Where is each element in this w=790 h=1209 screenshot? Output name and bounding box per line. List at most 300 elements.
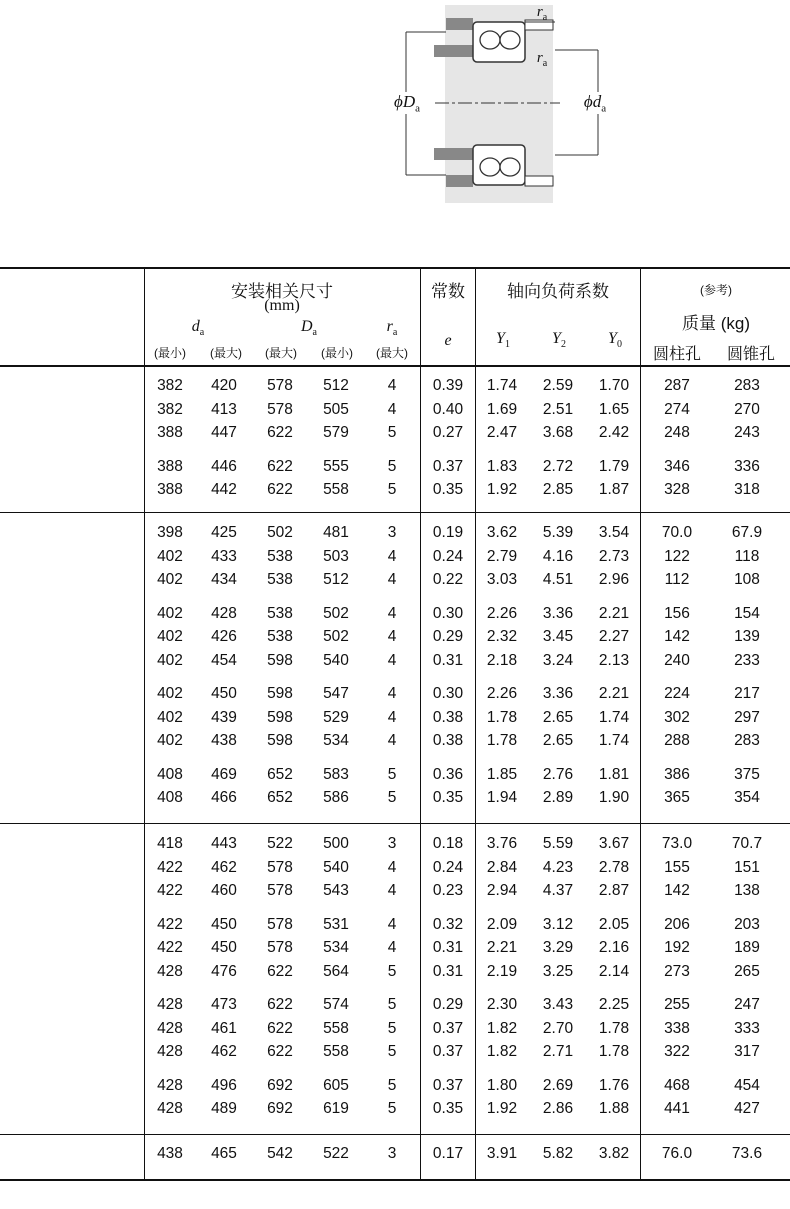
table-cell: 138 (734, 882, 760, 899)
table-cell: 3.24 (542, 651, 574, 669)
table-cell: 622 (267, 962, 293, 980)
table-cell: 558 (323, 1019, 349, 1037)
table-cell: 302 (664, 708, 690, 726)
table-cell: 454 (211, 651, 237, 669)
table-cell: 450 (211, 939, 237, 956)
group-separator (0, 512, 790, 513)
table-cell: 4 (387, 939, 397, 956)
table-cell: 4 (387, 708, 397, 726)
table-cell: 402 (157, 547, 183, 565)
table-cell: 0.37 (432, 1043, 464, 1060)
table-cell: 0.30 (432, 685, 464, 702)
table-cell: 154 (734, 604, 760, 622)
table-cell: 512 (323, 377, 349, 394)
table-cell: 0.17 (432, 1145, 464, 1162)
table-cell: 4 (387, 685, 397, 702)
table-cell: 598 (267, 651, 293, 669)
table-cell: 538 (267, 547, 293, 565)
table-cell: 3.91 (486, 1145, 518, 1162)
column-divider (640, 267, 641, 1181)
table-cell: 622 (267, 1043, 293, 1060)
table-cell: 156 (664, 604, 690, 622)
table-cell: 3.62 (486, 524, 518, 541)
table-cell: 2.21 (486, 939, 518, 956)
table-cell: 2.72 (542, 457, 574, 475)
table-cell: 578 (267, 400, 293, 418)
table-cell: 4 (387, 915, 397, 933)
table-cell: 1.88 (598, 1100, 630, 1117)
table-cell: 443 (211, 835, 237, 852)
table-cell: 338 (664, 1019, 690, 1037)
table-cell: 0.36 (432, 765, 464, 783)
table-cell: 598 (267, 708, 293, 726)
table-cell: 522 (323, 1145, 349, 1162)
table-cell: 1.90 (598, 789, 630, 806)
table-cell: 402 (157, 685, 183, 702)
table-cell: 2.26 (486, 685, 518, 702)
table-cell: 3.82 (598, 1145, 630, 1162)
table-cell: 0.37 (432, 1076, 464, 1094)
table-cell: 529 (323, 708, 349, 726)
table-cell: 375 (734, 765, 760, 783)
table-cell: 503 (323, 547, 349, 565)
e-column-heading: e (444, 332, 452, 349)
table-cell: 70.0 (661, 524, 693, 541)
table-cell: 534 (323, 732, 349, 749)
table-cell: 422 (157, 858, 183, 876)
table-cell: 248 (664, 424, 690, 441)
table-cell: 428 (157, 996, 183, 1013)
table-cell: 270 (734, 400, 760, 418)
table-cell: 243 (734, 424, 760, 441)
table-cell: 382 (157, 377, 183, 394)
table-cell: 2.65 (542, 732, 574, 749)
table-cell: 502 (267, 524, 293, 541)
table-cell: 540 (323, 858, 349, 876)
table-cell: 428 (157, 1019, 183, 1037)
ra-label-top: $r_a$ (536, 4, 548, 23)
table-cell: 402 (157, 571, 183, 588)
table-cell: 438 (157, 1145, 183, 1162)
table-cell: 2.18 (486, 651, 518, 669)
table-cell: 402 (157, 651, 183, 669)
table-cell: 598 (267, 732, 293, 749)
table-cell: 288 (664, 732, 690, 749)
table-cell: 402 (157, 708, 183, 726)
table-cell: 622 (267, 1019, 293, 1037)
table-cell: 287 (664, 377, 690, 394)
table-cell: 418 (157, 835, 183, 852)
table-cell: 4 (387, 547, 397, 565)
table-cell: 543 (323, 882, 349, 899)
table-cell: 5.59 (542, 835, 574, 852)
table-cell: 3.12 (542, 915, 574, 933)
table-cell: 578 (267, 939, 293, 956)
table-cell: 297 (734, 708, 760, 726)
table-cell: 442 (211, 481, 237, 498)
table-cell: 1.81 (598, 765, 630, 783)
table-cell: 0.32 (432, 915, 464, 933)
table-cell: 2.96 (598, 571, 630, 588)
table-top-rule (0, 267, 790, 269)
table-cell: 5 (387, 457, 397, 475)
table-cell: 3.25 (542, 962, 574, 980)
table-cell: 2.78 (598, 858, 630, 876)
table-cell: 428 (157, 1076, 183, 1094)
table-cell: 450 (211, 685, 237, 702)
table-cell: 558 (323, 1043, 349, 1060)
table-cell: 2.19 (486, 962, 518, 980)
table-cell: 2.87 (598, 882, 630, 899)
table-cell: 426 (211, 628, 237, 645)
table-cell: 438 (211, 732, 237, 749)
table-cell: 402 (157, 628, 183, 645)
table-cell: 4 (387, 571, 397, 588)
table-cell: 3.36 (542, 604, 574, 622)
table-cell: 500 (323, 835, 349, 852)
table-cell: 2.59 (542, 377, 574, 394)
table-cell: 0.38 (432, 732, 464, 749)
table-cell: 1.94 (486, 789, 518, 806)
table-cell: 446 (211, 457, 237, 475)
table-cell: 1.78 (486, 732, 518, 749)
table-cell: 0.35 (432, 481, 464, 498)
table-cell: 2.30 (486, 996, 518, 1013)
table-cell: 317 (734, 1043, 760, 1060)
table-cell: 605 (323, 1076, 349, 1094)
table-cell: 189 (734, 939, 760, 956)
table-cell: 1.85 (486, 765, 518, 783)
table-cell: 531 (323, 915, 349, 933)
table-cell: 2.26 (486, 604, 518, 622)
table-cell: 428 (157, 1043, 183, 1060)
table-cell: 465 (211, 1145, 237, 1162)
table-cell: 598 (267, 685, 293, 702)
min-label: (最小) (321, 346, 353, 360)
table-cell: 386 (664, 765, 690, 783)
min-label: (最小) (154, 346, 186, 360)
table-cell: 579 (323, 424, 349, 441)
table-cell: 5 (387, 424, 397, 441)
table-cell: 441 (664, 1100, 690, 1117)
table-cell: 2.27 (598, 628, 630, 645)
table-cell: 224 (664, 685, 690, 702)
table-cell: 1.87 (598, 481, 630, 498)
table-cell: 346 (664, 457, 690, 475)
table-cell: 151 (734, 858, 760, 876)
table-cell: 155 (664, 858, 690, 876)
table-cell: 433 (211, 547, 237, 565)
table-cell: 413 (211, 400, 237, 418)
table-cell: 5 (387, 1076, 397, 1094)
table-cell: 555 (323, 457, 349, 475)
table-cell: 5 (387, 962, 397, 980)
table-cell: 1.70 (598, 377, 630, 394)
table-cell: 2.05 (598, 915, 630, 933)
table-cell: 3 (387, 524, 397, 541)
table-cell: 420 (211, 377, 237, 394)
table-cell: 233 (734, 651, 760, 669)
table-cell: 5 (387, 996, 397, 1013)
table-cell: 5 (387, 481, 397, 498)
table-cell: 0.39 (432, 377, 464, 394)
table-cell: 0.22 (432, 571, 464, 588)
table-cell: 112 (664, 571, 690, 588)
table-cell: 402 (157, 732, 183, 749)
table-cell: 4 (387, 604, 397, 622)
table-cell: 142 (664, 628, 690, 645)
table-cell: 469 (211, 765, 237, 783)
table-cell: 3.29 (542, 939, 574, 956)
table-cell: 70.7 (731, 835, 763, 852)
table-cell: 265 (734, 962, 760, 980)
table-cell: 583 (323, 765, 349, 783)
table-cell: 652 (267, 789, 293, 806)
table-cell: 558 (323, 481, 349, 498)
table-cell: 108 (734, 571, 760, 588)
table-cell: 122 (664, 547, 690, 565)
table-cell: 4 (387, 377, 397, 394)
table-cell: 1.82 (486, 1043, 518, 1060)
table-cell: 0.37 (432, 457, 464, 475)
table-cell: 428 (157, 1100, 183, 1117)
unit-mm: (mm) (264, 297, 300, 314)
table-cell: 4.37 (542, 882, 574, 899)
table-cell: 273 (664, 962, 690, 980)
table-cell: 1.78 (486, 708, 518, 726)
table-cell: 502 (323, 628, 349, 645)
table-cell: 388 (157, 424, 183, 441)
ra-column-heading: $r_a$ (386, 318, 398, 339)
table-cell: 3.67 (598, 835, 630, 852)
table-cell: 2.71 (542, 1043, 574, 1060)
table-cell: 489 (211, 1100, 237, 1117)
max-label: (最大) (376, 346, 408, 360)
constant-heading: 常数 (431, 282, 465, 301)
table-cell: 0.38 (432, 708, 464, 726)
table-cell: 578 (267, 377, 293, 394)
table-cell: 3.03 (486, 571, 518, 588)
table-cell: 496 (211, 1076, 237, 1094)
table-cell: 538 (267, 604, 293, 622)
table-cell: 1.83 (486, 457, 518, 475)
table-cell: 462 (211, 858, 237, 876)
table-cell: 240 (664, 651, 690, 669)
dimension-table (0, 267, 790, 1187)
table-cell: 4 (387, 858, 397, 876)
table-cell: 73.6 (731, 1145, 763, 1162)
table-cell: 1.78 (598, 1043, 630, 1060)
max-label: (最大) (210, 346, 242, 360)
column-divider (475, 267, 476, 1181)
group-separator (0, 1134, 790, 1135)
table-cell: 365 (664, 789, 690, 806)
table-cell: 3.68 (542, 424, 574, 441)
table-cell: 139 (734, 628, 760, 645)
table-cell: 1.74 (486, 377, 518, 394)
table-cell: 2.47 (486, 424, 518, 441)
table-cell: 2.94 (486, 882, 518, 899)
table-cell: 408 (157, 789, 183, 806)
table-cell: 328 (664, 481, 690, 498)
header-bottom-rule (0, 365, 790, 367)
table-cell: 1.78 (598, 1019, 630, 1037)
table-cell: 76.0 (661, 1145, 693, 1162)
table-cell: 622 (267, 424, 293, 441)
table-cell: 3.54 (598, 524, 630, 541)
table-cell: 5 (387, 789, 397, 806)
cylindrical-bore-heading: 圆柱孔 (652, 346, 702, 363)
table-cell: 4.16 (542, 547, 574, 565)
table-cell: 578 (267, 882, 293, 899)
table-cell: 2.65 (542, 708, 574, 726)
table-cell: 382 (157, 400, 183, 418)
table-cell: 0.30 (432, 604, 464, 622)
table-cell: 538 (267, 571, 293, 588)
table-cell: 1.65 (598, 400, 630, 418)
Y1-column-heading: $Y_1$ (496, 330, 510, 351)
table-cell: 4 (387, 628, 397, 645)
table-cell: 425 (211, 524, 237, 541)
table-cell: 333 (734, 1019, 760, 1037)
group-separator (0, 823, 790, 824)
table-cell: 422 (157, 915, 183, 933)
table-cell: 0.40 (432, 400, 464, 418)
table-cell: 538 (267, 628, 293, 645)
table-cell: 283 (734, 732, 760, 749)
table-cell: 3 (387, 835, 397, 852)
table-cell: 428 (157, 962, 183, 980)
mounting-dimensions-heading: 安装相关尺寸 (231, 282, 333, 301)
table-cell: 512 (323, 571, 349, 588)
table-cell: 5 (387, 765, 397, 783)
table-cell: 4.51 (542, 571, 574, 588)
table-cell: 505 (323, 400, 349, 418)
table-cell: 0.37 (432, 1019, 464, 1037)
table-cell: 2.16 (598, 939, 630, 956)
table-cell: 447 (211, 424, 237, 441)
table-cell: 462 (211, 1043, 237, 1060)
Y0-column-heading: $Y_0$ (608, 330, 622, 351)
table-cell: 3.76 (486, 835, 518, 852)
table-cell: 1.74 (598, 732, 630, 749)
table-cell: 3 (387, 1145, 397, 1162)
table-cell: 247 (734, 996, 760, 1013)
table-cell: 1.79 (598, 457, 630, 475)
table-cell: 652 (267, 765, 293, 783)
table-cell: 578 (267, 858, 293, 876)
mass-heading: 质量 (kg) (682, 314, 750, 333)
table-cell: 428 (211, 604, 237, 622)
table-cell: 0.35 (432, 1100, 464, 1117)
table-cell: 217 (734, 685, 760, 702)
table-cell: 422 (157, 882, 183, 899)
table-cell: 1.92 (486, 1100, 518, 1117)
table-cell: 622 (267, 996, 293, 1013)
table-cell: 2.32 (486, 628, 518, 645)
table-cell: 2.85 (542, 481, 574, 498)
table-cell: 206 (664, 915, 690, 933)
table-cell: 2.86 (542, 1100, 574, 1117)
table-cell: 578 (267, 915, 293, 933)
table-cell: 354 (734, 789, 760, 806)
table-cell: 2.51 (542, 400, 574, 418)
axial-load-factor-heading: 轴向负荷系数 (507, 282, 609, 301)
table-cell: 118 (734, 547, 760, 565)
table-cell: 3.36 (542, 685, 574, 702)
table-cell: 1.76 (598, 1076, 630, 1094)
table-cell: 67.9 (731, 524, 763, 541)
Da-column-heading: $D_a$ (300, 318, 318, 339)
table-cell: 1.74 (598, 708, 630, 726)
table-cell: 1.80 (486, 1076, 518, 1094)
table-cell: 468 (664, 1076, 690, 1094)
table-cell: 692 (267, 1100, 293, 1117)
table-cell: 427 (734, 1100, 760, 1117)
table-cell: 2.73 (598, 547, 630, 565)
table-cell: 0.23 (432, 882, 464, 899)
table-cell: 1.69 (486, 400, 518, 418)
table-cell: 398 (157, 524, 183, 541)
table-cell: 619 (323, 1100, 349, 1117)
table-cell: 4 (387, 400, 397, 418)
table-cell: 0.35 (432, 789, 464, 806)
Da-label: $\phi D_a$ (394, 92, 420, 115)
table-cell: 2.79 (486, 547, 518, 565)
table-cell: 473 (211, 996, 237, 1013)
table-cell: 586 (323, 789, 349, 806)
table-cell: 322 (664, 1043, 690, 1060)
table-cell: 4.23 (542, 858, 574, 876)
table-cell: 0.24 (432, 858, 464, 876)
da-label: $\phi d_a$ (583, 92, 607, 115)
table-cell: 4 (387, 882, 397, 899)
table-cell: 3.45 (542, 628, 574, 645)
table-cell: 0.19 (432, 524, 464, 541)
table-cell: 564 (323, 962, 349, 980)
table-cell: 73.0 (661, 835, 693, 852)
table-cell: 481 (323, 524, 349, 541)
table-cell: 622 (267, 457, 293, 475)
table-cell: 4 (387, 651, 397, 669)
max-label: (最大) (265, 346, 297, 360)
table-cell: 622 (267, 481, 293, 498)
Y2-column-heading: $Y_2$ (552, 330, 566, 351)
table-cell: 2.25 (598, 996, 630, 1013)
table-cell: 283 (734, 377, 760, 394)
table-cell: 454 (734, 1076, 760, 1094)
table-cell: 542 (267, 1145, 293, 1162)
reference-note: (参考) (700, 283, 732, 297)
table-cell: 2.70 (542, 1019, 574, 1037)
table-cell: 318 (734, 481, 760, 498)
bearing-mounting-diagram (380, 0, 620, 210)
table-cell: 460 (211, 882, 237, 899)
table-cell: 4 (387, 732, 397, 749)
table-cell: 450 (211, 915, 237, 933)
ra-label-mid: $r_a$ (536, 50, 548, 69)
table-cell: 192 (664, 939, 690, 956)
table-cell: 502 (323, 604, 349, 622)
table-cell: 0.18 (432, 835, 464, 852)
table-cell: 0.24 (432, 547, 464, 565)
table-bottom-rule (0, 1179, 790, 1181)
column-divider (144, 267, 145, 1181)
table-cell: 466 (211, 789, 237, 806)
da-column-heading: $d_a$ (191, 318, 205, 339)
table-cell: 692 (267, 1076, 293, 1094)
table-cell: 255 (664, 996, 690, 1013)
